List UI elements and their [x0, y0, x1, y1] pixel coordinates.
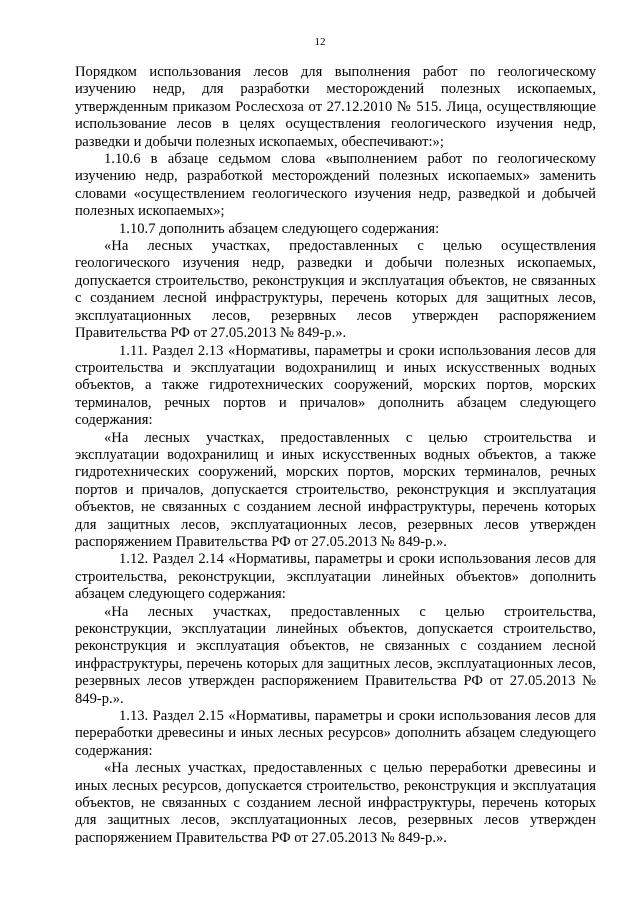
paragraph: «На лесных участках, предоставленных с целью строительства и эксплуатации водохранилищ и иных искусственных водных объектов, а также гидротехнических сооружений, морских портов, морских терминалов, речных портов и причалов, допускается строительство, реконструкция и эксплуатация объектов, не связанных с созданием лесной инфраструктуры, перечень которых для защитных лесов, эксплуатационных лесов, резервных лесов утвержден распоряжением Правительства РФ от 27.05.2013 № 849-р.». — [75, 429, 596, 550]
paragraph: 1.12. Раздел 2.14 «Нормативы, параметры и сроки использования лесов для строительства, реконструкции, эксплуатации линейных объектов» дополнить абзацем следующего содержания: — [75, 551, 596, 603]
paragraph: «На лесных участках, предоставленных с целью переработки древесины и иных лесных ресурсов, допускается строительство, реконструкция и эксплуатация объектов, не связанных с созданием лесной инфраструктуры, перечень которых для защитных лесов, эксплуатационных лесов, резервных лесов утвержден распоряжением Правительства РФ от 27.05.2013 № 849-р.». — [75, 760, 596, 846]
paragraph: «На лесных участках, предоставленных с целью строительства, реконструкции, эксплуатации линейных объектов, допускается строительство, реконструкция и эксплуатация объектов, не связанных с созданием лесной инфраструктуры, перечень которых для защитных лесов, эксплуатационных лесов, резервных лесов утвержден распоряжением Правительства РФ от 27.05.2013 № 849-р.». — [75, 603, 596, 707]
document-body — [75, 64, 596, 847]
paragraph: Порядком использования лесов для выполнения работ по геологическому изучению недр, для разработки месторождений полезных ископаемых, утвержденным приказом Рослесхоза от 27.12.2010 № 515. Лица, осуществляющие использование лесов в целях осуществления геологического изучения недр, разведки и добычи полезных ископаемых, обеспечивают:»; — [75, 64, 596, 150]
paragraph: «На лесных участках, предоставленных с целью осуществления геологического изучения недр, разведки и добычи полезных ископаемых, допускается строительство, реконструкция и эксплуатация объектов, не связанных с созданием лесной инфраструктуры, перечень которых для защитных лесов, эксплуатационных лесов, резервных лесов утвержден распоряжением Правительства РФ от 27.05.2013 № 849-р.». — [75, 238, 596, 342]
paragraph: 1.10.6 в абзаце седьмом слова «выполнением работ по геологическому изучению недр, разработкой месторождений полезных ископаемых» заменить словами «осуществлением геологического изучения недр, разведкой и добычей полезных ископаемых»; — [75, 151, 596, 220]
page-number: 12 — [314, 36, 326, 48]
paragraph: 1.11. Раздел 2.13 «Нормативы, параметры и сроки использования лесов для строительства и эксплуатации водохранилищ и иных искусственных водных объектов, а также гидротехнических сооружений, морских портов, морских терминалов, речных портов и причалов» дополнить абзацем следующего содержания: — [75, 342, 596, 429]
paragraph: 1.10.7 дополнить абзацем следующего содержания: — [119, 220, 440, 237]
paragraph: 1.13. Раздел 2.15 «Нормативы, параметры и сроки использования лесов для переработки древесины и иных лесных ресурсов» дополнить абзацем следующего содержания: — [75, 708, 596, 759]
